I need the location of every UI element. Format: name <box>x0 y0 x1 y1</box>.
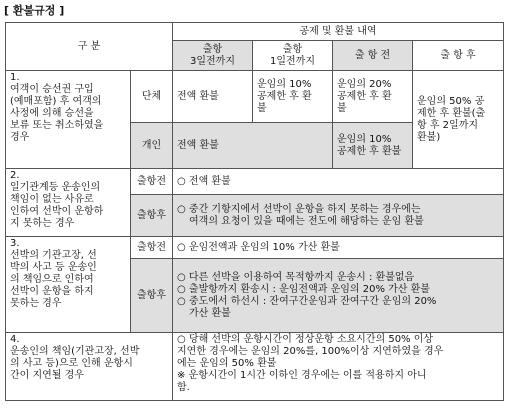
case-2-before-label: 출항전 <box>131 169 173 195</box>
case-3-after-text: ○ 다른 선박을 이용하여 목적항까지 운송시 : 환불없음 ○ 출발항까지 환송시 : 운임전액과 운임의 20% 가산 환불 ○ 중도에서 하선시 : 잔여구간운임과 잔여구간 운임의 20% 가산 환불 <box>173 259 504 333</box>
case-3-label: 3. 선박의 기관고장, 선 박의 사고 등 운송인 의 책임으로 인하여 선박이 운항을 하지 못하는 경우 <box>6 237 131 333</box>
col-1day-header: 출항 1일전까지 <box>253 41 333 71</box>
refund-policy-table <box>5 22 504 401</box>
before-sail-header: 출 항 전 <box>333 41 413 71</box>
after-sail-header: 출 항 후 <box>413 41 504 71</box>
case-3-before-label: 출항전 <box>131 237 173 259</box>
individual-3days-1day-cell: 전액 환불 <box>173 123 333 169</box>
group-1day-cell: 운임의 10% 공제한 후 환 불 <box>253 71 333 123</box>
case-4-text: ○ 당해 선박의 운항시간이 정상운항 소요시간의 50% 이상 지연한 경우에는 운임의 20%를, 100%이상 지연하였을 경우 에는 운임의 50% 환불 ※ 운항시간이 1시간 이하인 경우에는 이를 적용하지 아니 함. <box>173 333 504 401</box>
deduction-header: 공제 및 환불 내역 <box>173 23 504 41</box>
individual-label: 개인 <box>131 123 173 169</box>
col-3days-header: 출항 3일전까지 <box>173 41 253 71</box>
case-3-after-label: 출항후 <box>131 259 173 333</box>
case-3-before-text: ○ 운임전액과 운임의 10% 가산 환불 <box>173 237 504 259</box>
after-sail-cell: 운임의 50% 공 제한 후 환불(출 항 후 2일까지 환불) <box>413 71 504 169</box>
case-1-label: 1. 여객이 승선권 구입 (예매포함) 후 여객의 사정에 의해 승선을 보류 또는 취소하였을 경우 <box>6 71 131 169</box>
group-label: 단체 <box>131 71 173 123</box>
group-3days-cell: 전액 환불 <box>173 71 253 123</box>
group-before-cell: 운임의 20% 공제한 후 환 불 <box>333 71 413 123</box>
page-title: [ 환불규정 ] <box>4 4 65 17</box>
case-2-after-text: ○ 중간 기항지에서 선박이 운항을 하지 못하는 경우에는 여객의 요청이 있을 때에는 전도에 해당하는 운임 환불 <box>173 195 504 237</box>
category-header: 구 분 <box>6 23 173 71</box>
individual-before-cell: 운임의 10% 공제한 후 환불 <box>333 123 413 169</box>
case-2-label: 2. 일기관계등 운송인의 책임이 없는 사유로 인하여 선박이 운항하 지 못하는 경우 <box>6 169 131 237</box>
case-2-after-label: 출항후 <box>131 195 173 237</box>
case-2-before-text: ○ 전액 환불 <box>173 169 504 195</box>
case-4-label: 4. 운송인의 책임(기관고장, 선박 의 사고 등)으로 인해 운항시 간이 지연될 경우 <box>6 333 173 401</box>
